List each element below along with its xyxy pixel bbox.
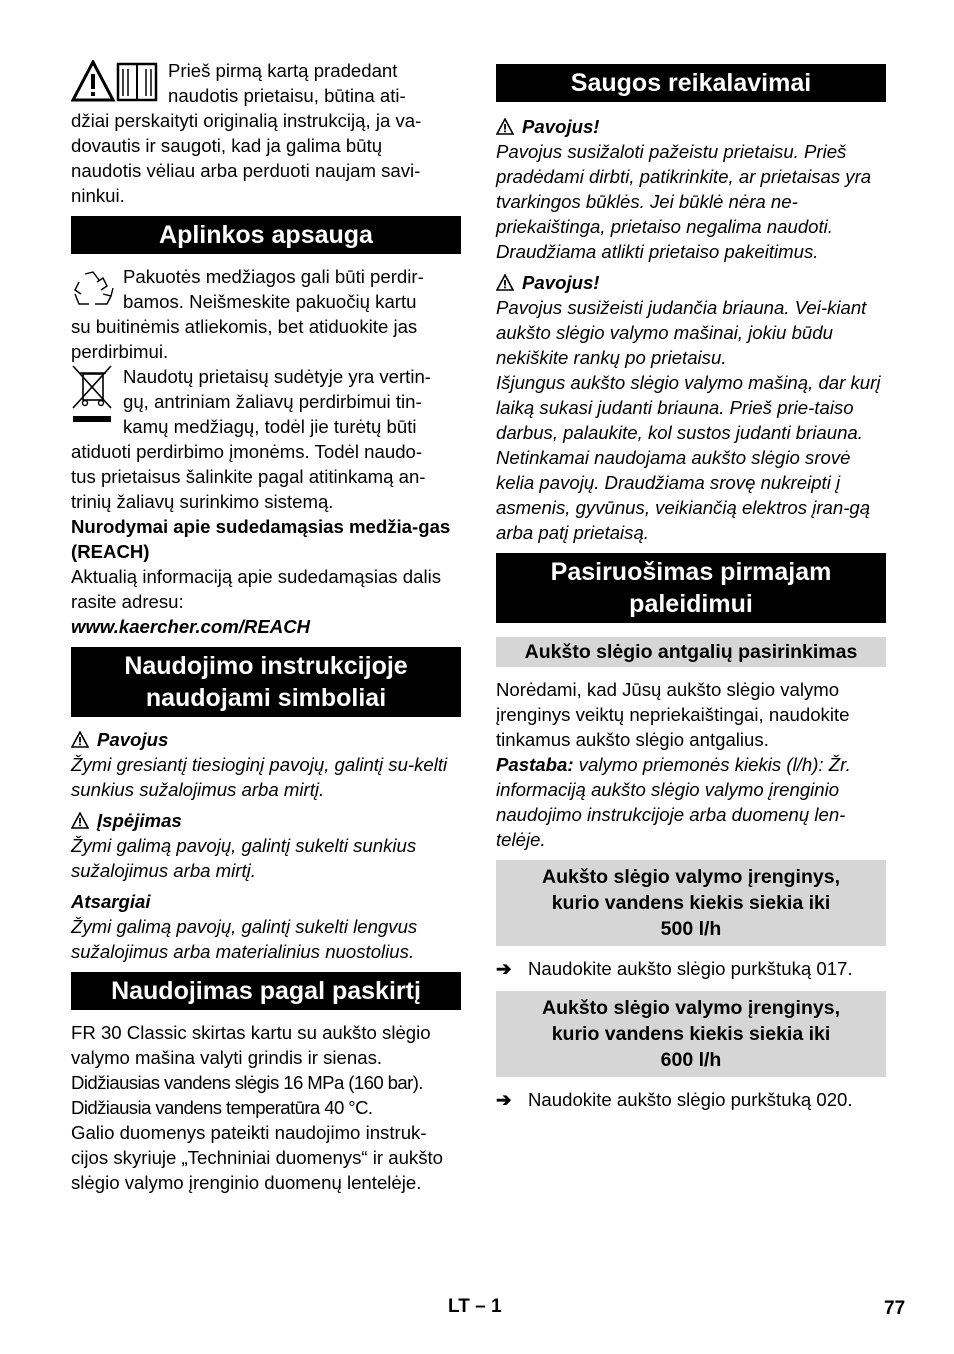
warning-triangle-icon: [496, 118, 514, 135]
safety-danger2-text: Išjungus aukšto slėgio valymo mašiną, dar kurį laiką sukasi judanti briauna. Prieš prie-taiso darbus, palaukite, kol sustos judanti briauna.: [496, 372, 881, 443]
reach-title: Nurodymai apie sudedamąsias medžia-gas (REACH): [71, 516, 451, 562]
caution-label: Atsargiai: [71, 891, 151, 912]
warning-triangle-icon: [71, 812, 89, 829]
prep-note: [496, 752, 886, 852]
warning-text: Žymi galimą pavojų, galintį sukelti sunkius sužalojimus arba mirtį.: [71, 835, 417, 881]
box-600-line: 600 l/h: [660, 1049, 722, 1071]
intro-line: naudotis prietaisu, būtina ati-: [168, 85, 406, 106]
usage-heading: Naudojimas pagal paskirtį: [71, 972, 461, 1010]
env-p1-line: Pakuotės medžiagos gali būti perdir-: [123, 266, 424, 287]
env-p1-line: perdirbimui.: [71, 341, 169, 362]
symbols-heading-line: Naudojimo instrukcijoje: [124, 652, 408, 680]
warning-label: Įspėjimas: [97, 810, 182, 831]
env-p2-line: gų, antriniam žaliavų perdirbimui tin-: [123, 391, 422, 412]
safety-danger1-row: [496, 114, 886, 139]
prep-heading-line: Pasiruošimas pirmajam: [550, 558, 832, 586]
danger-text: Žymi gresiantį tiesioginį pavojų, galintį su-kelti sunkius sužalojimus arba mirtį.: [71, 754, 448, 800]
note-label: Pastaba:: [496, 754, 574, 775]
crossed-bin-icon: [71, 364, 115, 430]
intro-block: [71, 58, 461, 208]
reach-url-link[interactable]: www.kaercher.com/REACH: [71, 616, 311, 637]
footer-dash-page: – 1: [475, 1296, 502, 1317]
env-p2-line: tus prietaisus šalinkite pagal atitinkamą an-: [71, 466, 426, 487]
safety-danger2-text: Netinkamai naudojama aukšto slėgio srovė kelia pavojų. Draudžiama srovę nukreipti į asmenis, gyvūnus, veikiančią elektros įran-gą arba patį prietaisą.: [496, 447, 871, 543]
right-column: [496, 58, 886, 1112]
step-020-text: Naudokite aukšto slėgio purkštuką 020.: [528, 1089, 853, 1110]
note-text: valymo priemonės kiekis (l/h): Žr. informaciją aukšto slėgio valymo įrenginio naudojimo instrukcijoje arba duomenų len-telėje.: [496, 754, 851, 850]
box-500: [496, 860, 886, 946]
warning-label-row: [71, 808, 461, 833]
packaging-block: [71, 264, 461, 364]
arrow-right-icon: ➔: [496, 958, 512, 979]
box-500-line: Aukšto slėgio valymo įrenginys,: [541, 866, 840, 888]
footer-lang: LT: [448, 1296, 470, 1317]
intro-line: džiai perskaityti originalią instrukciją, ja va-: [71, 110, 422, 131]
prep-text: Norėdami, kad Jūsų aukšto slėgio valymo įrenginys veiktų nepriekaištingai, naudokite tinkamus aukšto slėgio antgalius.: [496, 679, 850, 750]
env-p1-line: su buitinėmis atliekomis, bet atiduokite jas: [71, 316, 418, 337]
weee-block: [71, 364, 461, 514]
danger-label: Pavojus: [97, 729, 169, 750]
box-600-line: kurio vandens kiekis siekia iki: [551, 1023, 831, 1045]
box-500-line: 500 l/h: [660, 918, 722, 940]
left-column: [71, 58, 461, 1195]
safety-danger2-label: Pavojus!: [522, 272, 600, 293]
box-600: [496, 991, 886, 1077]
usage-data-text: Galio duomenys pateikti naudojimo instruk-cijos skyriuje „Techniniai duomenys“ ir aukšto slėgio valymo įrenginio duomenų lentelėje.: [71, 1122, 444, 1193]
box-600-line: Aukšto slėgio valymo įrenginys,: [541, 997, 840, 1019]
env-p2-line: kamų medžiagų, todėl jie turėtų būti: [123, 416, 417, 437]
env-p2-line: Naudotų prietaisų sudėtyje yra vertin-: [123, 366, 431, 387]
prep-heading-line: paleidimui: [629, 590, 753, 618]
warning-triangle-icon: [496, 274, 514, 291]
safety-danger1-text: Pavojus susižaloti pažeistu prietaisu. Prieš pradėdami dirbti, patikrinkite, ar prietaisas yra tvarkingos būklės. Jei būklė nėra ne-priekaištinga, prietaiso negalima naudoti. Draudžiama atlikti prietaiso pakeitimus.: [496, 141, 872, 262]
symbols-heading: [71, 647, 461, 717]
safety-danger1-label: Pavojus!: [522, 116, 600, 137]
page-number: 77: [884, 1298, 906, 1319]
safety-danger2-row: [496, 270, 886, 295]
danger-label-row: [71, 727, 461, 752]
env-p1-line: bamos. Neišmeskite pakuočių kartu: [123, 291, 417, 312]
box-500-line: kurio vandens kiekis siekia iki: [551, 892, 831, 914]
usage-text: FR 30 Classic skirtas kartu su aukšto slėgio valymo mašina valyti grindis ir sienas.: [71, 1022, 431, 1068]
caution-text: Žymi galimą pavojų, galintį sukelti lengvus sužalojimus arba materialinius nuostolius.: [71, 916, 418, 962]
usage-temperature: Didžiausia vandens temperatūra 40 °C.: [71, 1097, 373, 1118]
env-p2-line: atiduoti perdirbimo įmonėms. Todėl naudo-: [71, 441, 423, 462]
safety-danger2-text: Pavojus susižeisti judančia briauna. Vei-kiant aukšto slėgio valymo mašinai, jokiu būdu nekiškite rankų po prietaisu.: [496, 297, 867, 368]
intro-line: dovautis ir saugoti, kad ja galima būtų: [71, 135, 383, 156]
intro-line: ninkui.: [71, 185, 125, 206]
warning-read-manual-icon: [71, 60, 159, 104]
step-020: [496, 1087, 886, 1112]
footer-language-page: [448, 1296, 502, 1318]
warning-triangle-icon: [71, 731, 89, 748]
step-017-text: Naudokite aukšto slėgio purkštuką 017.: [528, 958, 853, 979]
intro-line: naudotis vėliau arba perduoti naujam savi-: [71, 160, 421, 181]
intro-line: Prieš pirmą kartą pradedant: [168, 60, 398, 81]
step-017: [496, 956, 886, 981]
nozzle-subheading: Aukšto slėgio antgalių pasirinkimas: [496, 637, 886, 667]
arrow-right-icon: ➔: [496, 1089, 512, 1110]
usage-pressure: Didžiausias vandens slėgis 16 MPa (160 bar).: [71, 1072, 423, 1093]
env-p2-line: trinių žaliavų surinkimo sistemą.: [71, 491, 334, 512]
reach-text: Aktualią informaciją apie sudedamąsias dalis rasite adresu:: [71, 566, 442, 612]
safety-heading: Saugos reikalavimai: [496, 64, 886, 102]
symbols-heading-line: naudojami simboliai: [145, 684, 387, 712]
prep-heading: [496, 553, 886, 623]
env-heading: Aplinkos apsauga: [71, 216, 461, 254]
recycle-icon: [71, 268, 115, 312]
